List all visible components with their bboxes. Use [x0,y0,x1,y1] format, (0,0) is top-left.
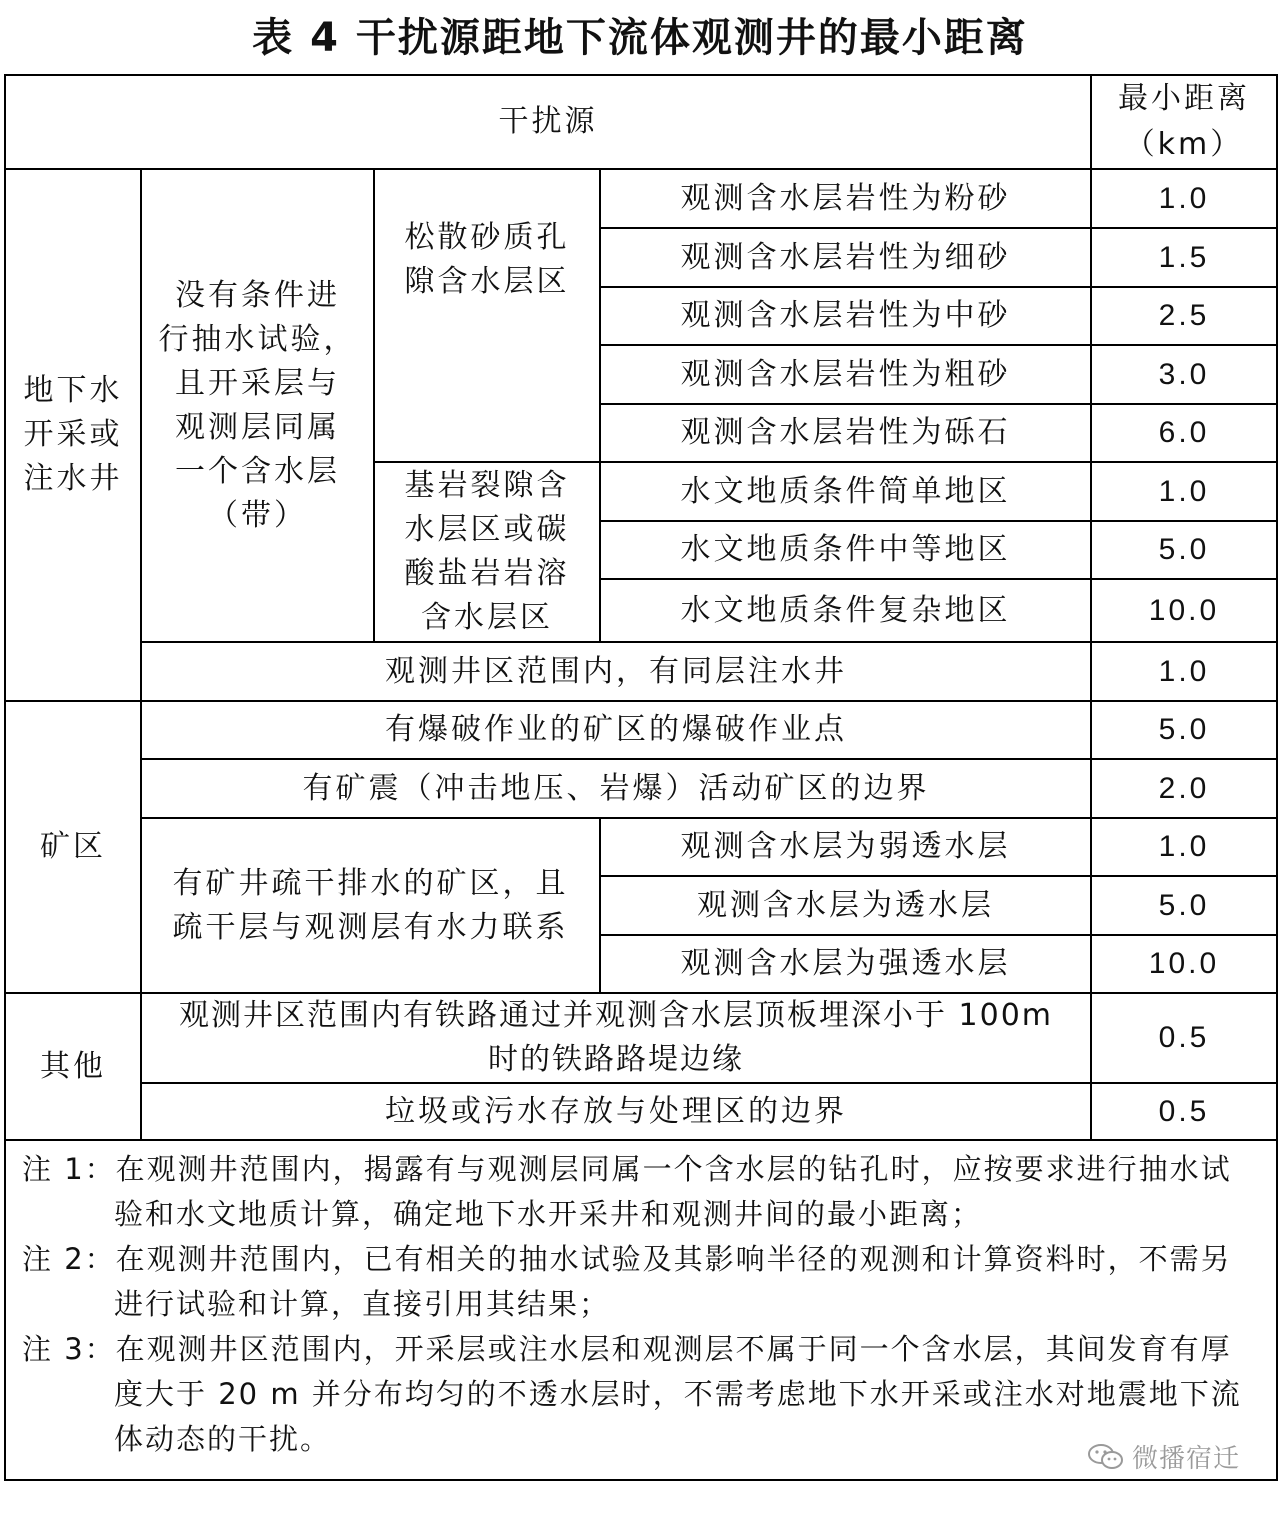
loose-row-label: 观测含水层岩性为粉砂 [600,169,1091,228]
note-1: 注 1：在观测井范围内，揭露有与观测层同属一个含水层的钻孔时，应按要求进行抽水试验和水文地质计算，确定地下水开采井和观测井间的最小距离； [22,1152,1232,1231]
loose-row-label: 观测含水层岩性为砾石 [600,404,1091,462]
header-distance [1091,75,1277,169]
groundwater-category: 地下水 开采或 注水井 [5,169,141,701]
bedrock-row-label: 水文地质条件简单地区 [600,462,1091,521]
table-row [5,759,1277,818]
note-3: 注 3：在观测井区范围内，开采层或注水层和观测层不属于同一个含水层，其间发育有厚度大于 20 m 并分布均匀的不透水层时，不需考虑地下水开采或注水对地震地下流体动态的干扰。 [22,1332,1242,1456]
drainage-row-label: 观测含水层为强透水层 [600,935,1091,993]
railway-value: 0.5 [1091,993,1277,1083]
header-distance-label: 最小距离 [1118,81,1250,116]
bedrock-row-label: 水文地质条件中等地区 [600,521,1091,579]
bedrock-row-value: 5.0 [1091,521,1277,579]
groundwater-condition: 没有条件进 行抽水试验， 且开采层与 观测层同属 一个含水层 （带） [141,169,374,642]
loose-row-value: 3.0 [1091,345,1277,404]
loose-row-value: 1.0 [1091,169,1277,228]
blasting-value: 5.0 [1091,701,1277,759]
distance-table [4,74,1278,1481]
table-row [5,1083,1277,1140]
injection-value: 1.0 [1091,642,1277,701]
tremor-label: 有矿震（冲击地压、岩爆）活动矿区的边界 [141,759,1091,818]
bedrock-row-label: 水文地质条件复杂地区 [600,579,1091,642]
watermark-text: 微播宿迁 [1131,1444,1240,1474]
loose-row-label: 观测含水层岩性为粗砂 [600,345,1091,404]
loose-row-value: 1.5 [1091,228,1277,287]
drainage-row-label: 观测含水层为弱透水层 [600,818,1091,876]
drainage-row-value: 1.0 [1091,818,1277,876]
drainage-row-label: 观测含水层为透水层 [600,876,1091,935]
bedrock-zone: 基岩裂隙含 水层区或碳 酸盐岩岩溶 含水层区 [374,462,600,642]
table-row [5,169,1277,228]
tremor-value: 2.0 [1091,759,1277,818]
waste-label: 垃圾或污水存放与处理区的边界 [141,1083,1091,1140]
drainage-condition: 有矿井疏干排水的矿区，且 疏干层与观测层有水力联系 [141,818,600,993]
mine-category: 矿区 [5,701,141,993]
drainage-row-value: 5.0 [1091,876,1277,935]
table-title: 表 4 干扰源距地下流体观测井的最小距离 [252,15,1028,61]
blasting-label: 有爆破作业的矿区的爆破作业点 [141,701,1091,759]
loose-row-value: 6.0 [1091,404,1277,462]
bedrock-row-value: 1.0 [1091,462,1277,521]
header-source: 干扰源 [5,75,1091,169]
watermark [1086,1438,1240,1475]
table-row [5,993,1277,1083]
waste-value: 0.5 [1091,1083,1277,1140]
notes-row [5,1140,1277,1480]
loose-row-label: 观测含水层岩性为中砂 [600,287,1091,345]
wechat-icon [1086,1442,1126,1472]
other-category: 其他 [5,993,141,1140]
table-row [5,642,1277,701]
note-2: 注 2：在观测井范围内，已有相关的抽水试验及其影响半径的观测和计算资料时，不需另进行试验和计算，直接引用其结果； [22,1242,1232,1321]
header-distance-unit: （km） [1124,127,1244,162]
injection-label: 观测井区范围内，有同层注水井 [141,642,1091,701]
drainage-row-value: 10.0 [1091,935,1277,993]
loose-row-value: 2.5 [1091,287,1277,345]
bedrock-row-value: 10.0 [1091,579,1277,642]
loose-row-label: 观测含水层岩性为细砂 [600,228,1091,287]
table-row [5,701,1277,759]
loose-zone: 松散砂质孔 隙含水层区 [374,169,600,462]
railway-label: 观测井区范围内有铁路通过并观测含水层顶板埋深小于 100m 时的铁路路堤边缘 [141,993,1091,1083]
table-row [5,818,1277,876]
header-row [5,75,1277,169]
notes-cell [5,1140,1277,1480]
